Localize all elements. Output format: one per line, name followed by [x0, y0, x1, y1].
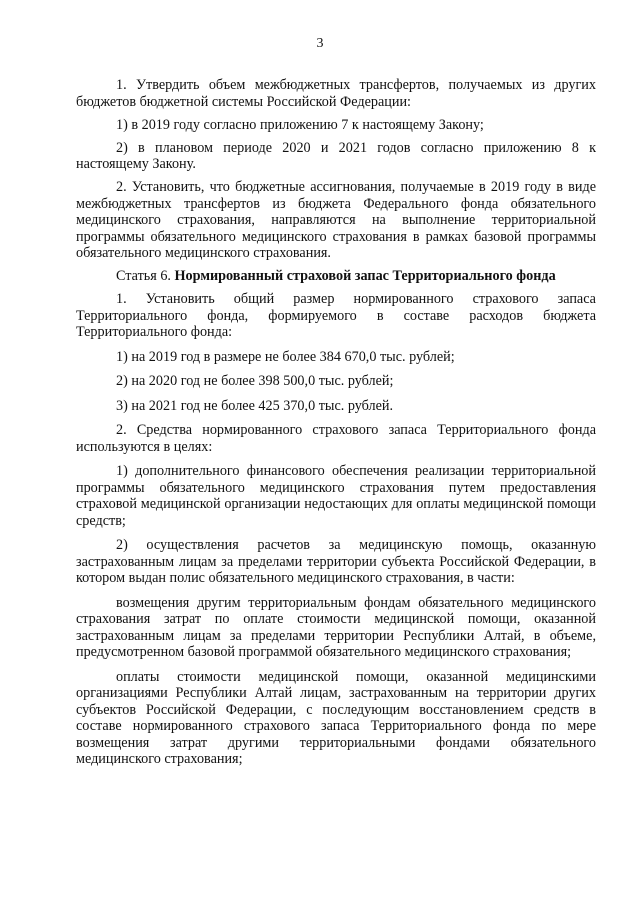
- list-item-2021: 3) на 2021 год не более 425 370,0 тыс. рублей.: [116, 397, 394, 414]
- paragraph-establish-reserve: 1. Установить общий размер нормированного страхового запаса Территориального фонда, формируемого в составе расходов бюджета Территориального фонда:: [76, 291, 596, 340]
- article-6-prefix: Статья 6.: [116, 268, 175, 284]
- list-item-2020: 2) на 2020 год не более 398 500,0 тыс. рублей;: [116, 373, 394, 389]
- document-body: [76, 77, 596, 768]
- paragraph-reserve-purposes: 2. Средства нормированного страхового запаса Территориального фонда используются в целях:: [76, 422, 596, 455]
- paragraph-reimbursement: возмещения другим территориальным фондам обязательного медицинского страхования затрат по оплате стоимости медицинской помощи, оказанной застрахованным лицам за пределами территории Республики Алтай, в объеме, предусмотренном базовой программой обязательного медицинского страхования;: [76, 594, 596, 660]
- paragraph-payment-cost: оплаты стоимости медицинской помощи, оказанной медицинскими организациями Республики Алтай лицам, застрахованным на территории других субъектов Российской Федерации, с последующим восстановлением средств в составе нормированного страхового запаса Территориального фонда по мере возмещения затрат другими территориальными фондами обязательного медицинского страхования;: [76, 668, 596, 767]
- article-6-heading: [76, 268, 596, 285]
- paragraph-additional-financing: 1) дополнительного финансового обеспечения реализации территориальной программы обязательного медицинского страхования путем предоставления страховой медицинской организации недостающих для оплаты медицинской помощи средств;: [76, 463, 596, 529]
- paragraph-item-plan-period: 2) в плановом периоде 2020 и 2021 годов согласно приложению 8 к настоящему Закону.: [76, 139, 596, 172]
- paragraph-item-2019: 1) в 2019 году согласно приложению 7 к настоящему Закону;: [116, 116, 484, 133]
- list-item-2019: 1) на 2019 год в размере не более 384 670,0 тыс. рублей;: [116, 348, 455, 365]
- paragraph-approve-transfers: 1. Утвердить объем межбюджетных трансфертов, получаемых из других бюджетов бюджетной системы Российской Федерации:: [76, 77, 596, 110]
- paragraph-budget-allocations: 2. Установить, что бюджетные ассигнования, получаемые в 2019 году в виде межбюджетных трансфертов из бюджета Федерального фонда обязательного медицинского страхования, направляются на выполнение территориальной программы обязательного медицинского страхования в рамках базовой программы обязательного медицинского страхования.: [76, 179, 596, 261]
- paragraph-settlements: 2) осуществления расчетов за медицинскую помощь, оказанную застрахованным лицам за пределами территории субъекта Российской Федерации, в котором выдан полис обязательного медицинского страхования, в части:: [76, 537, 596, 586]
- page-number: 3: [316, 36, 324, 51]
- article-6-title: Нормированный страховой запас Территориального фонда: [174, 268, 556, 284]
